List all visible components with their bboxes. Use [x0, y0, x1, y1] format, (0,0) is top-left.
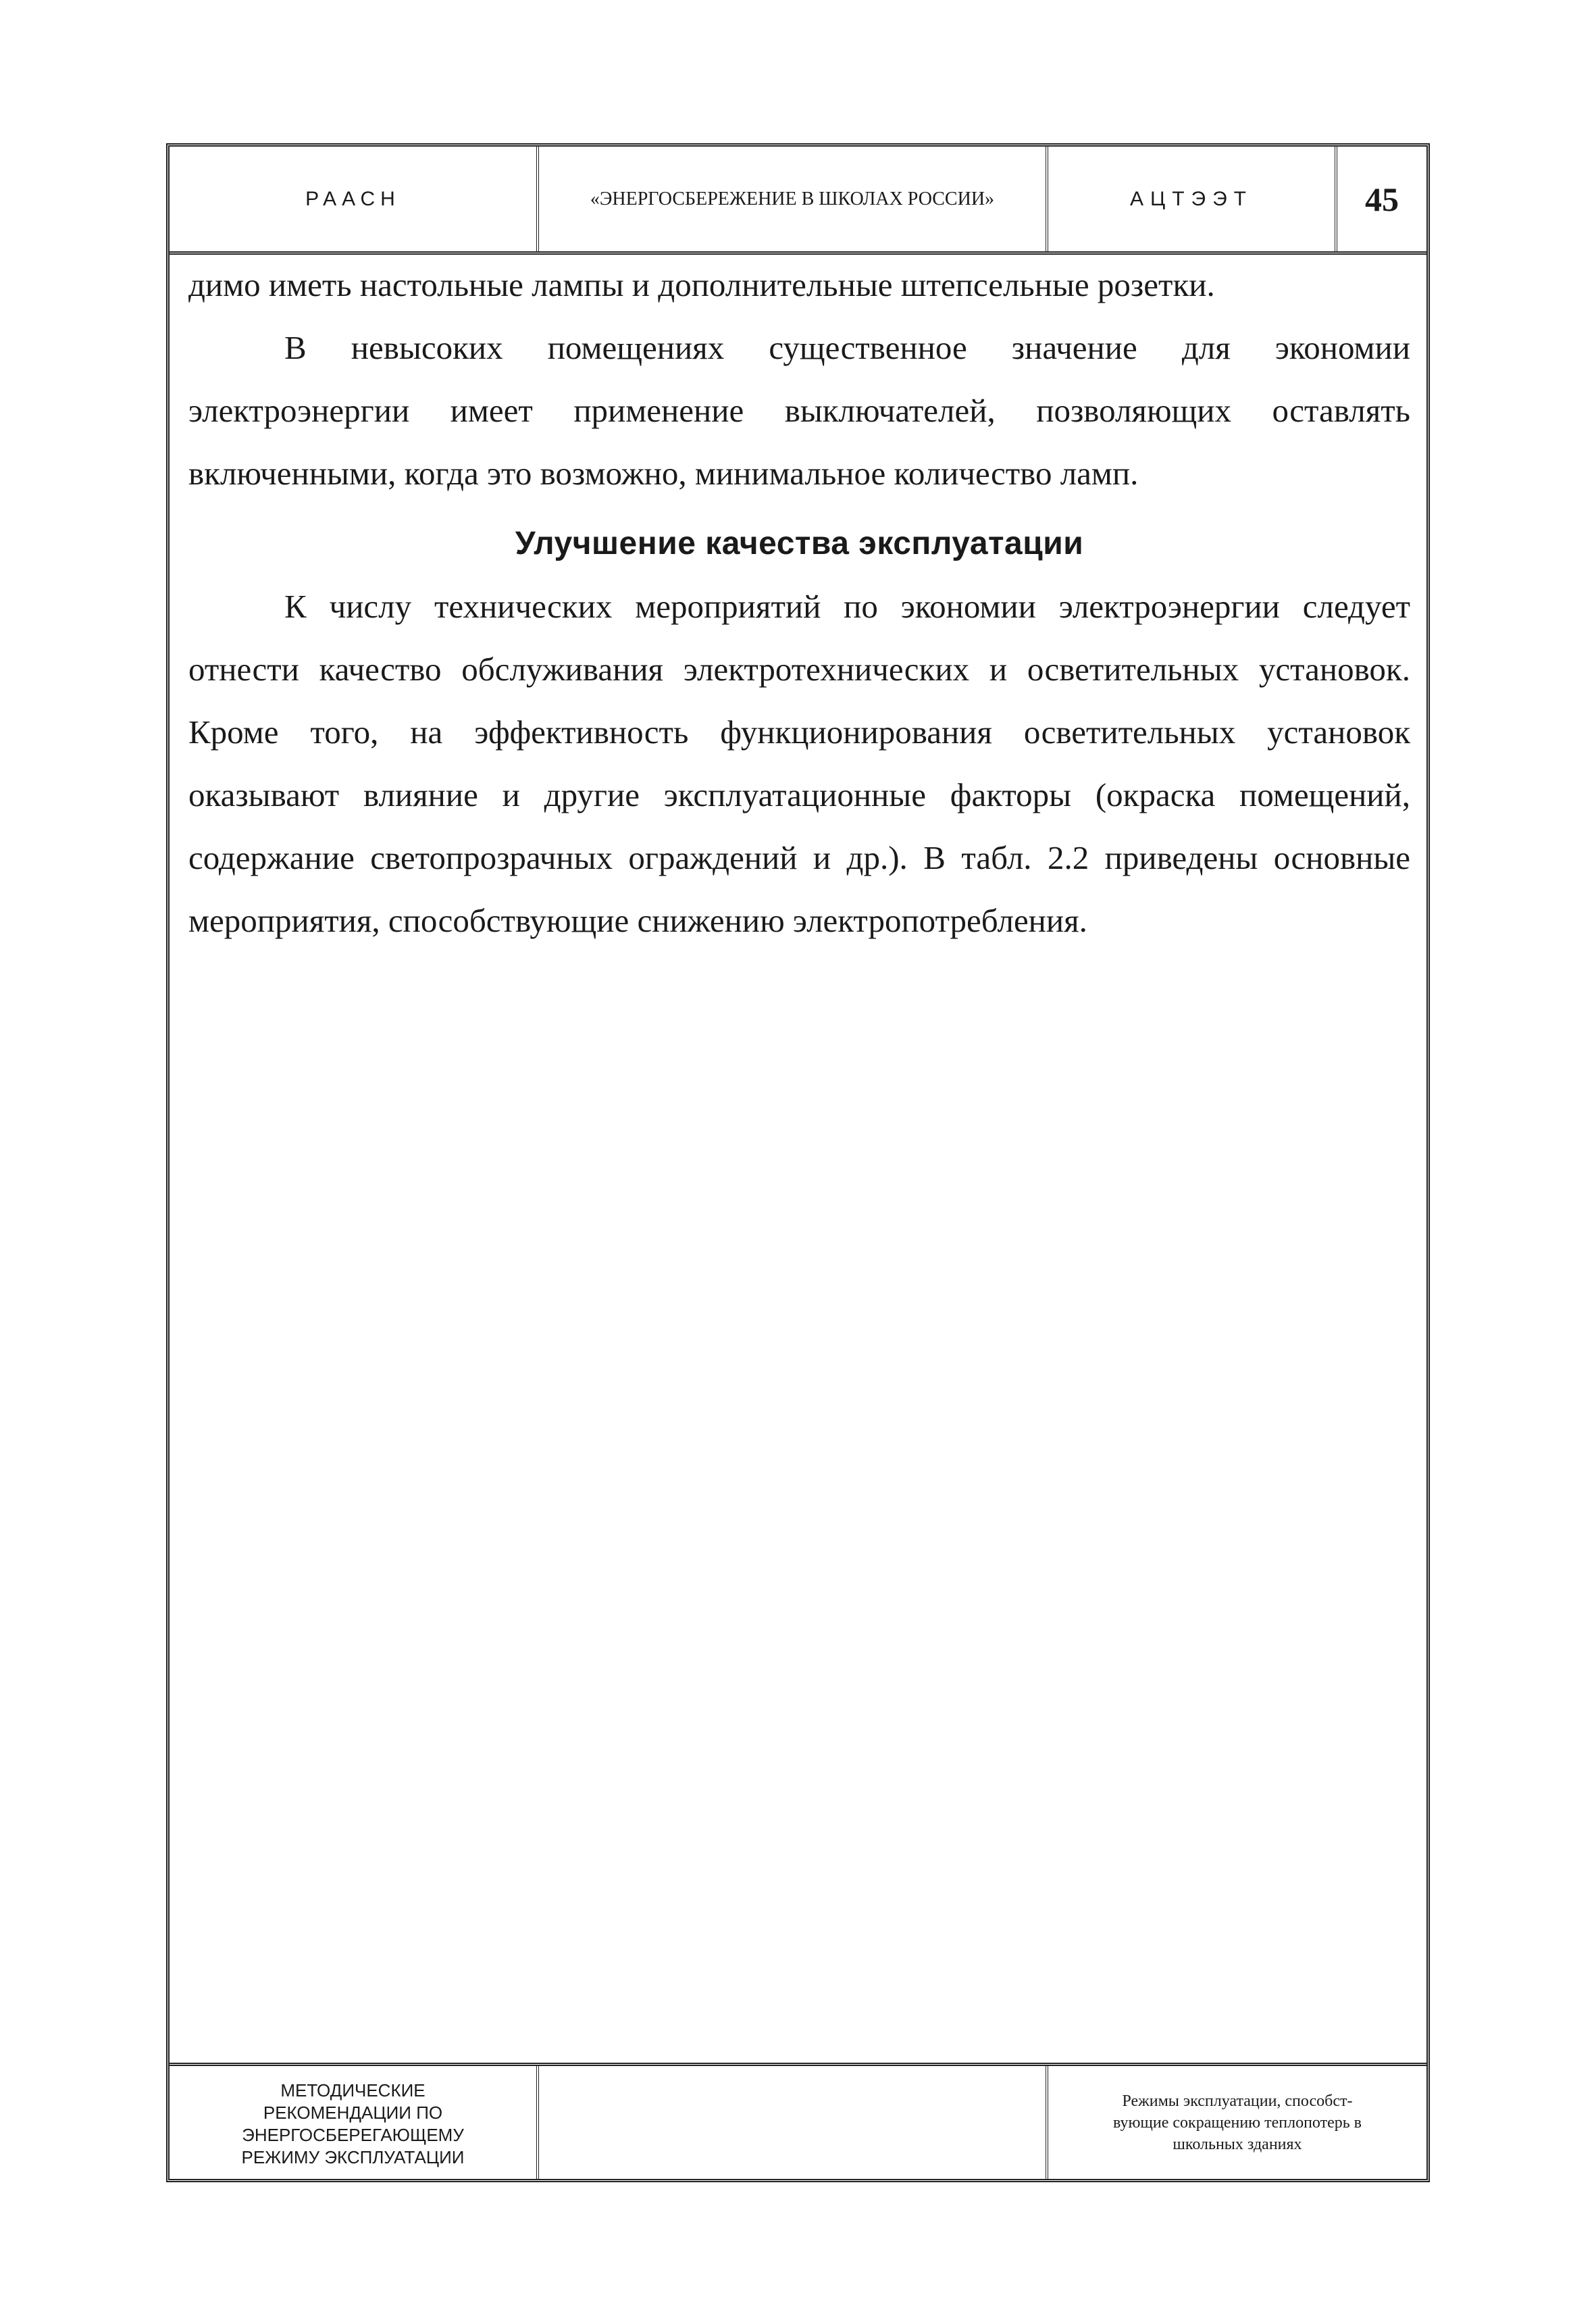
section-heading: Улучшение качества эксплуатации [515, 526, 1084, 561]
footer-left-line: ЭНЕРГОСБЕРЕГАЮЩЕМУ [242, 2124, 464, 2145]
footer-stamp [170, 2063, 1426, 2179]
header-title: «ЭНЕРГОСБЕРЕЖЕНИЕ В ШКОЛАХ РОССИИ» [539, 147, 1048, 251]
header-org: РААСН [170, 147, 539, 251]
footer-left-line: РЕКОМЕНДАЦИИ ПО [263, 2102, 443, 2123]
footer-left-line: РЕЖИМУ ЭКСПЛУАТАЦИИ [241, 2146, 465, 2167]
footer-right-line: вующие сокращению теплопотерь в [1112, 2113, 1362, 2132]
footer-left-line: МЕТОДИЧЕСКИЕ [280, 2080, 426, 2101]
paragraph-1: димо иметь настольные лампы и дополнительные штепсельные розетки. [188, 266, 1215, 303]
footer-right-line: школьных зданиях [1173, 2135, 1302, 2153]
header-stamp [170, 147, 1426, 255]
paragraph-3: К числу технических мероприятий по экономии электроэнергии следует отнести качество обслуживания электротехнических и осветительных установок. Кроме того, на эффективность функционирования осветительных установок оказывают влияние и другие эксплуатационные факторы (окраска помещений, содержание светопрозрачных ограждений и др.). В табл. 2.2 приведены основные мероприятия, способствующие снижению электропотребления. [188, 588, 1410, 939]
footer-middle [539, 2066, 1048, 2179]
paragraph-2: В невысоких помещениях существенное значение для экономии электроэнергии имеет применение выключателей, позволяющих оставлять включенными, когда это возможно, минимальное количество ламп. [188, 329, 1410, 492]
header-org2: АЦТЭЭТ [1048, 147, 1337, 251]
footer-right-line: Режимы эксплуатации, способст- [1122, 2092, 1353, 2110]
document-body [188, 253, 1410, 952]
footer-left [170, 2066, 539, 2179]
footer-right [1048, 2066, 1426, 2179]
page-frame [166, 143, 1430, 2182]
page-number: 45 [1365, 180, 1399, 218]
